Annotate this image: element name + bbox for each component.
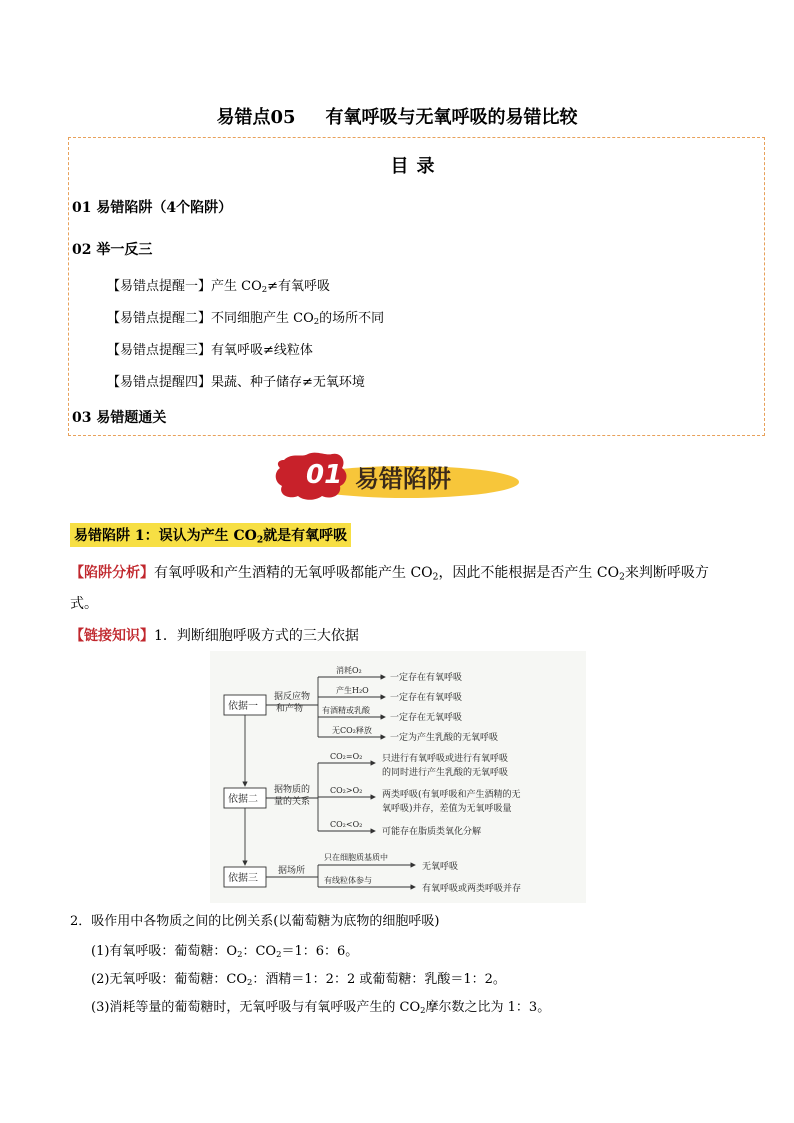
- basis-2-desc-b: 量的关系: [274, 797, 311, 807]
- banner-number: 01: [306, 460, 343, 490]
- page-title: [0, 103, 794, 129]
- b3-result-1: 无氧呼吸: [422, 862, 459, 872]
- basis-3-label: 依据三: [228, 873, 258, 884]
- banner-text: 易错陷阱: [355, 465, 451, 493]
- b3-cond-1: 只在细胞质基质中: [324, 853, 388, 862]
- ratio-comparison: (3)消耗等量的葡萄糖时，无氧呼吸与有氧呼吸产生的 $CO_2$摩尔数之比为 1：3。: [91, 1000, 551, 1016]
- basis-1-desc-a: 据反应物: [274, 692, 311, 702]
- b2-result-1b: 的同时进行产生乳酸的无氧呼吸: [382, 768, 509, 778]
- table-of-contents: [68, 137, 765, 436]
- respiration-basis-diagram: [210, 651, 586, 903]
- b3-result-2: 有氧呼吸或两类呼吸并存: [422, 884, 522, 894]
- b2-result-2a: 两类呼吸(有氧呼吸和产生酒精的无: [382, 790, 521, 800]
- trap-analysis: 【陷阱分析】有氧呼吸和产生酒精的无氧呼吸都能产生 $CO_2$，因此不能根据是否产生 $CO_2$来判断呼吸方: [70, 565, 709, 583]
- toc-item-3[interactable]: 【易错点提醒三】有氧呼吸≠线粒体: [107, 343, 313, 358]
- basis-1-label: 依据一: [228, 701, 258, 712]
- toc-section-2[interactable]: 02 举一反三: [72, 242, 153, 258]
- trap-analysis-line2: 式。: [70, 596, 98, 612]
- toc-section-3[interactable]: 03 易错题通关: [72, 410, 167, 426]
- basis-3-desc: 据场所: [278, 866, 306, 876]
- b2-cond-1: CO₂=O₂: [330, 752, 363, 761]
- ratio-heading: 2．吸作用中各物质之间的比例关系(以葡萄糖为底物的细胞呼吸): [70, 914, 440, 929]
- ratio-anaerobic: (2)无氧呼吸：葡萄糖：$CO_2$：酒精＝1：2：2 或葡萄糖：乳酸＝1：2。: [91, 972, 506, 988]
- link-knowledge: 【链接知识】1．判断细胞呼吸方式的三大依据: [70, 628, 359, 644]
- b1-cond-4: 无CO₂释放: [332, 726, 372, 735]
- b1-result-3: 一定存在无氧呼吸: [390, 713, 463, 723]
- toc-item-2[interactable]: 【易错点提醒二】不同细胞产生 $CO_2$的场所不同: [107, 311, 385, 327]
- b3-cond-2: 有线粒体参与: [324, 876, 372, 885]
- trap-1-title: 易错陷阱 1：误认为产生 $CO_2$就是有氧呼吸: [70, 523, 351, 547]
- ratio-aerobic: (1)有氧呼吸：葡萄糖：$O_2$：$CO_2=1$：6：6。: [91, 944, 359, 960]
- basis-1-desc-b: 和产物: [276, 704, 304, 714]
- basis-2-desc-a: 据物质的: [274, 785, 311, 795]
- b2-cond-3: CO₂<O₂: [330, 820, 363, 829]
- b1-cond-3: 有酒精或乳酸: [322, 706, 370, 715]
- toc-heading: 目录: [390, 156, 443, 177]
- b1-cond-1: 消耗O₂: [336, 666, 362, 675]
- b2-result-2b: 氧呼吸)并存，差值为无氧呼吸量: [382, 804, 512, 814]
- b1-cond-2: 产生H₂O: [336, 686, 369, 695]
- b1-result-1: 一定存在有氧呼吸: [390, 673, 463, 683]
- title-number: 易错点05: [216, 107, 296, 128]
- b2-result-1a: 只进行有氧呼吸或进行有氧呼吸: [382, 754, 509, 764]
- b2-cond-2: CO₂>O₂: [330, 786, 363, 795]
- b2-result-3: 可能存在脂质类氧化分解: [382, 827, 482, 837]
- b1-result-2: 一定存在有氧呼吸: [390, 693, 463, 703]
- toc-item-4[interactable]: 【易错点提醒四】果蔬、种子储存≠无氧环境: [107, 375, 365, 390]
- toc-item-1[interactable]: 【易错点提醒一】产生 $CO_2\ne$有氧呼吸: [107, 279, 331, 295]
- basis-2-label: 依据二: [228, 794, 258, 805]
- b1-result-4: 一定为产生乳酸的无氧呼吸: [390, 733, 499, 743]
- analysis-tag: 【陷阱分析】: [70, 565, 154, 581]
- title-text: 有氧呼吸与无氧呼吸的易错比较: [325, 107, 578, 128]
- link-tag: 【链接知识】: [70, 628, 154, 644]
- toc-section-1[interactable]: 01 易错陷阱（4个陷阱）: [72, 200, 233, 216]
- section-banner: [272, 450, 522, 502]
